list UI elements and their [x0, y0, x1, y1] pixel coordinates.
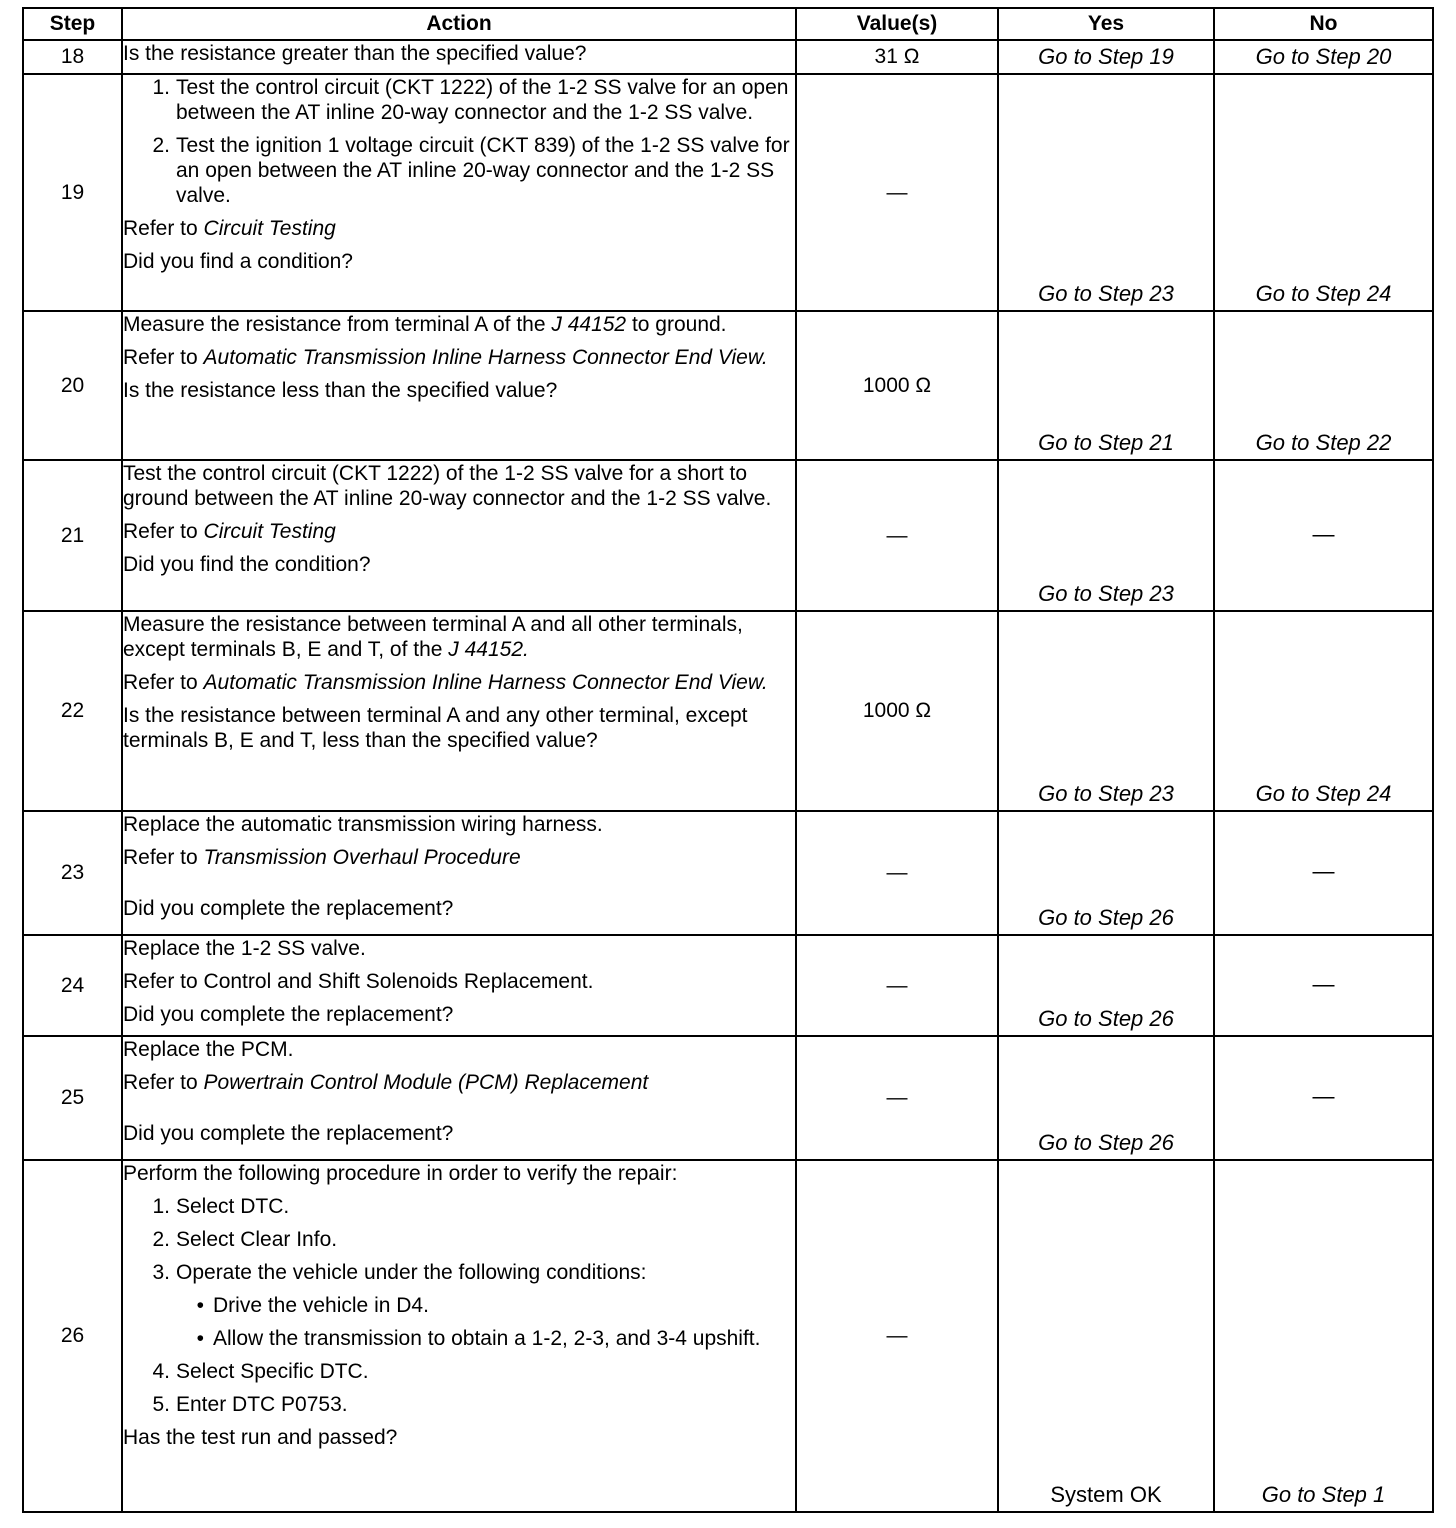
- bullet-item-text: Drive the vehicle in D4.: [213, 1294, 429, 1317]
- numbered-item: 4. Select Specific DTC.: [123, 1359, 795, 1384]
- yes-cell: [998, 1036, 1214, 1160]
- no-cell: [1214, 1036, 1433, 1160]
- action-question: Is the resistance greater than the specified value?: [123, 42, 587, 65]
- no-result: Go to Step 20: [1255, 44, 1392, 69]
- action-cell: [122, 611, 796, 811]
- yes-result: Go to Step 26: [1038, 1006, 1174, 1031]
- step-number: 20: [23, 311, 122, 460]
- no-cell: [1214, 74, 1433, 311]
- refer-line: Refer to Automatic Transmission Inline Harness Connector End View.: [123, 346, 768, 369]
- action-question: Has the test run and passed?: [123, 1426, 398, 1449]
- step-number: 23: [23, 811, 122, 935]
- reference-link-text: Automatic Transmission Inline Harness Connector End View.: [203, 346, 768, 369]
- table-row: [23, 935, 1433, 1036]
- action-instruction: Replace the PCM.: [123, 1038, 294, 1061]
- action-instruction: Measure the resistance from terminal A of the J 44152 to ground.: [123, 313, 727, 336]
- reference-link-text: Transmission Overhaul Procedure: [203, 846, 521, 869]
- yes-result: Go to Step 23: [1038, 281, 1174, 306]
- action-instruction: Perform the following procedure in order to verify the repair:: [123, 1162, 678, 1185]
- yes-result: Go to Step 23: [1038, 781, 1174, 806]
- header-action: Action: [122, 8, 796, 40]
- action-question: Did you find the condition?: [123, 553, 371, 576]
- step-number: 26: [23, 1160, 122, 1512]
- numbered-item-text: Test the ignition 1 voltage circuit (CKT 839) of the 1-2 SS valve for an open between the AT inline 20-way connector and the 1-2 SS valve.: [176, 134, 790, 207]
- action-question: Did you complete the replacement?: [123, 897, 454, 920]
- no-cell: [1214, 311, 1433, 460]
- refer-line: Refer to Automatic Transmission Inline Harness Connector End View.: [123, 671, 768, 694]
- action-instruction: Replace the automatic transmission wiring harness.: [123, 813, 603, 836]
- refer-line: Refer to Control and Shift Solenoids Replacement.: [123, 970, 594, 993]
- bullet-item: [123, 1293, 795, 1318]
- no-result: —: [1312, 1083, 1335, 1109]
- value-cell: 1000 Ω: [796, 311, 998, 460]
- yes-cell: [998, 611, 1214, 811]
- header-row: [23, 8, 1433, 40]
- action-question: Did you complete the replacement?: [123, 1122, 454, 1145]
- yes-cell: [998, 40, 1214, 74]
- step-number: 25: [23, 1036, 122, 1160]
- step-number: 18: [23, 40, 122, 74]
- yes-cell: [998, 1160, 1214, 1512]
- action-cell: [122, 1036, 796, 1160]
- action-instruction: Replace the 1-2 SS valve.: [123, 937, 366, 960]
- no-cell: [1214, 1160, 1433, 1512]
- yes-cell: [998, 311, 1214, 460]
- value-cell: 31 Ω: [796, 40, 998, 74]
- action-cell: [122, 935, 796, 1036]
- yes-result: Go to Step 26: [1038, 1130, 1174, 1155]
- header-step: Step: [23, 8, 122, 40]
- no-result: Go to Step 24: [1255, 781, 1392, 806]
- yes-result: Go to Step 23: [1038, 581, 1174, 606]
- numbered-item-text: Enter DTC P0753.: [176, 1393, 348, 1416]
- yes-result: System OK: [1050, 1482, 1162, 1507]
- step-number: 19: [23, 74, 122, 311]
- yes-cell: [998, 935, 1214, 1036]
- action-instruction: Test the control circuit (CKT 1222) of the 1-2 SS valve for a short to ground between the AT inline 20-way connector and the 1-2 SS valve.: [123, 462, 772, 510]
- refer-line: Refer to Circuit Testing: [123, 217, 336, 240]
- action-question: Did you find a condition?: [123, 250, 353, 273]
- table-row: [23, 40, 1433, 74]
- value-cell: —: [796, 935, 998, 1036]
- numbered-item: 1. Select DTC.: [123, 1194, 795, 1219]
- table-row: [23, 1160, 1433, 1512]
- numbered-item-text: Test the control circuit (CKT 1222) of the 1-2 SS valve for an open between the AT inline 20-way connector and the 1-2 SS valve.: [176, 76, 789, 124]
- step-number: 21: [23, 460, 122, 611]
- numbered-item: 5. Enter DTC P0753.: [123, 1392, 795, 1417]
- header-no: No: [1214, 8, 1433, 40]
- no-result: —: [1312, 858, 1335, 884]
- bullet-icon: •: [196, 1327, 204, 1350]
- numbered-item-text: Select Specific DTC.: [176, 1360, 369, 1383]
- table-row: [23, 611, 1433, 811]
- numbered-item: 3. Operate the vehicle under the following conditions:: [123, 1260, 795, 1285]
- header-values: Value(s): [796, 8, 998, 40]
- action-cell: [122, 811, 796, 935]
- reference-link-text: Circuit Testing: [203, 217, 336, 240]
- value-cell: 1000 Ω: [796, 611, 998, 811]
- action-question: Is the resistance less than the specified value?: [123, 379, 558, 402]
- no-result: —: [1312, 971, 1335, 997]
- tool-name: J 44152.: [448, 638, 529, 661]
- yes-cell: [998, 811, 1214, 935]
- value-cell: —: [796, 811, 998, 935]
- reference-link-text: Automatic Transmission Inline Harness Connector End View.: [203, 671, 768, 694]
- table-row: [23, 460, 1433, 611]
- numbered-item-text: Select DTC.: [176, 1195, 290, 1218]
- bullet-item-text: Allow the transmission to obtain a 1-2, 2-3, and 3-4 upshift.: [213, 1327, 761, 1350]
- reference-link-text: Powertrain Control Module (PCM) Replacement: [203, 1071, 649, 1094]
- value-cell: —: [796, 74, 998, 311]
- no-result: —: [1312, 521, 1335, 547]
- value-cell: —: [796, 1036, 998, 1160]
- action-cell: [122, 311, 796, 460]
- value-cell: —: [796, 460, 998, 611]
- no-result: Go to Step 24: [1255, 281, 1392, 306]
- action-cell: [122, 40, 796, 74]
- table-row: [23, 811, 1433, 935]
- numbered-item-text: Select Clear Info.: [176, 1228, 338, 1251]
- no-cell: [1214, 40, 1433, 74]
- table-row: [23, 311, 1433, 460]
- no-result: Go to Step 22: [1255, 430, 1392, 455]
- value-cell: —: [796, 1160, 998, 1512]
- yes-cell: [998, 460, 1214, 611]
- action-question: Did you complete the replacement?: [123, 1003, 454, 1026]
- numbered-item: 1. Test the control circuit (CKT 1222) of the 1-2 SS valve for an open between the AT inline 20-way connector and the 1-2 SS valve.: [123, 75, 795, 125]
- step-number: 22: [23, 611, 122, 811]
- no-result: Go to Step 1: [1261, 1482, 1386, 1507]
- action-cell: [122, 460, 796, 611]
- table-row: [23, 1036, 1433, 1160]
- yes-cell: [998, 74, 1214, 311]
- bullet-icon: •: [196, 1294, 204, 1317]
- numbered-item-text: Operate the vehicle under the following conditions:: [176, 1261, 647, 1284]
- action-cell: [122, 74, 796, 311]
- no-cell: [1214, 811, 1433, 935]
- action-instruction: Measure the resistance between terminal A and all other terminals, except terminals B, E and T, of the J 44152.: [123, 613, 743, 661]
- yes-result: Go to Step 21: [1038, 430, 1174, 455]
- no-cell: [1214, 611, 1433, 811]
- header-yes: Yes: [998, 8, 1214, 40]
- tool-name: J 44152: [551, 313, 627, 336]
- refer-line: Refer to Circuit Testing: [123, 520, 336, 543]
- action-cell: [122, 1160, 796, 1512]
- diagnostic-table: [22, 7, 1434, 1513]
- table-row: [23, 74, 1433, 311]
- reference-link-text: Circuit Testing: [203, 520, 336, 543]
- yes-result: Go to Step 26: [1038, 905, 1174, 930]
- bullet-item: [123, 1326, 795, 1351]
- refer-line: Refer to Transmission Overhaul Procedure: [123, 846, 521, 869]
- yes-result: Go to Step 19: [1038, 44, 1174, 69]
- refer-line: Refer to Powertrain Control Module (PCM) Replacement: [123, 1071, 649, 1094]
- no-cell: [1214, 460, 1433, 611]
- step-number: 24: [23, 935, 122, 1036]
- action-question: Is the resistance between terminal A and any other terminal, except terminals B, E and T, less than the specified value?: [123, 704, 748, 752]
- no-cell: [1214, 935, 1433, 1036]
- numbered-item: 2. Test the ignition 1 voltage circuit (CKT 839) of the 1-2 SS valve for an open between the AT inline 20-way connector and the 1-2 SS valve.: [123, 133, 795, 208]
- numbered-item: 2. Select Clear Info.: [123, 1227, 795, 1252]
